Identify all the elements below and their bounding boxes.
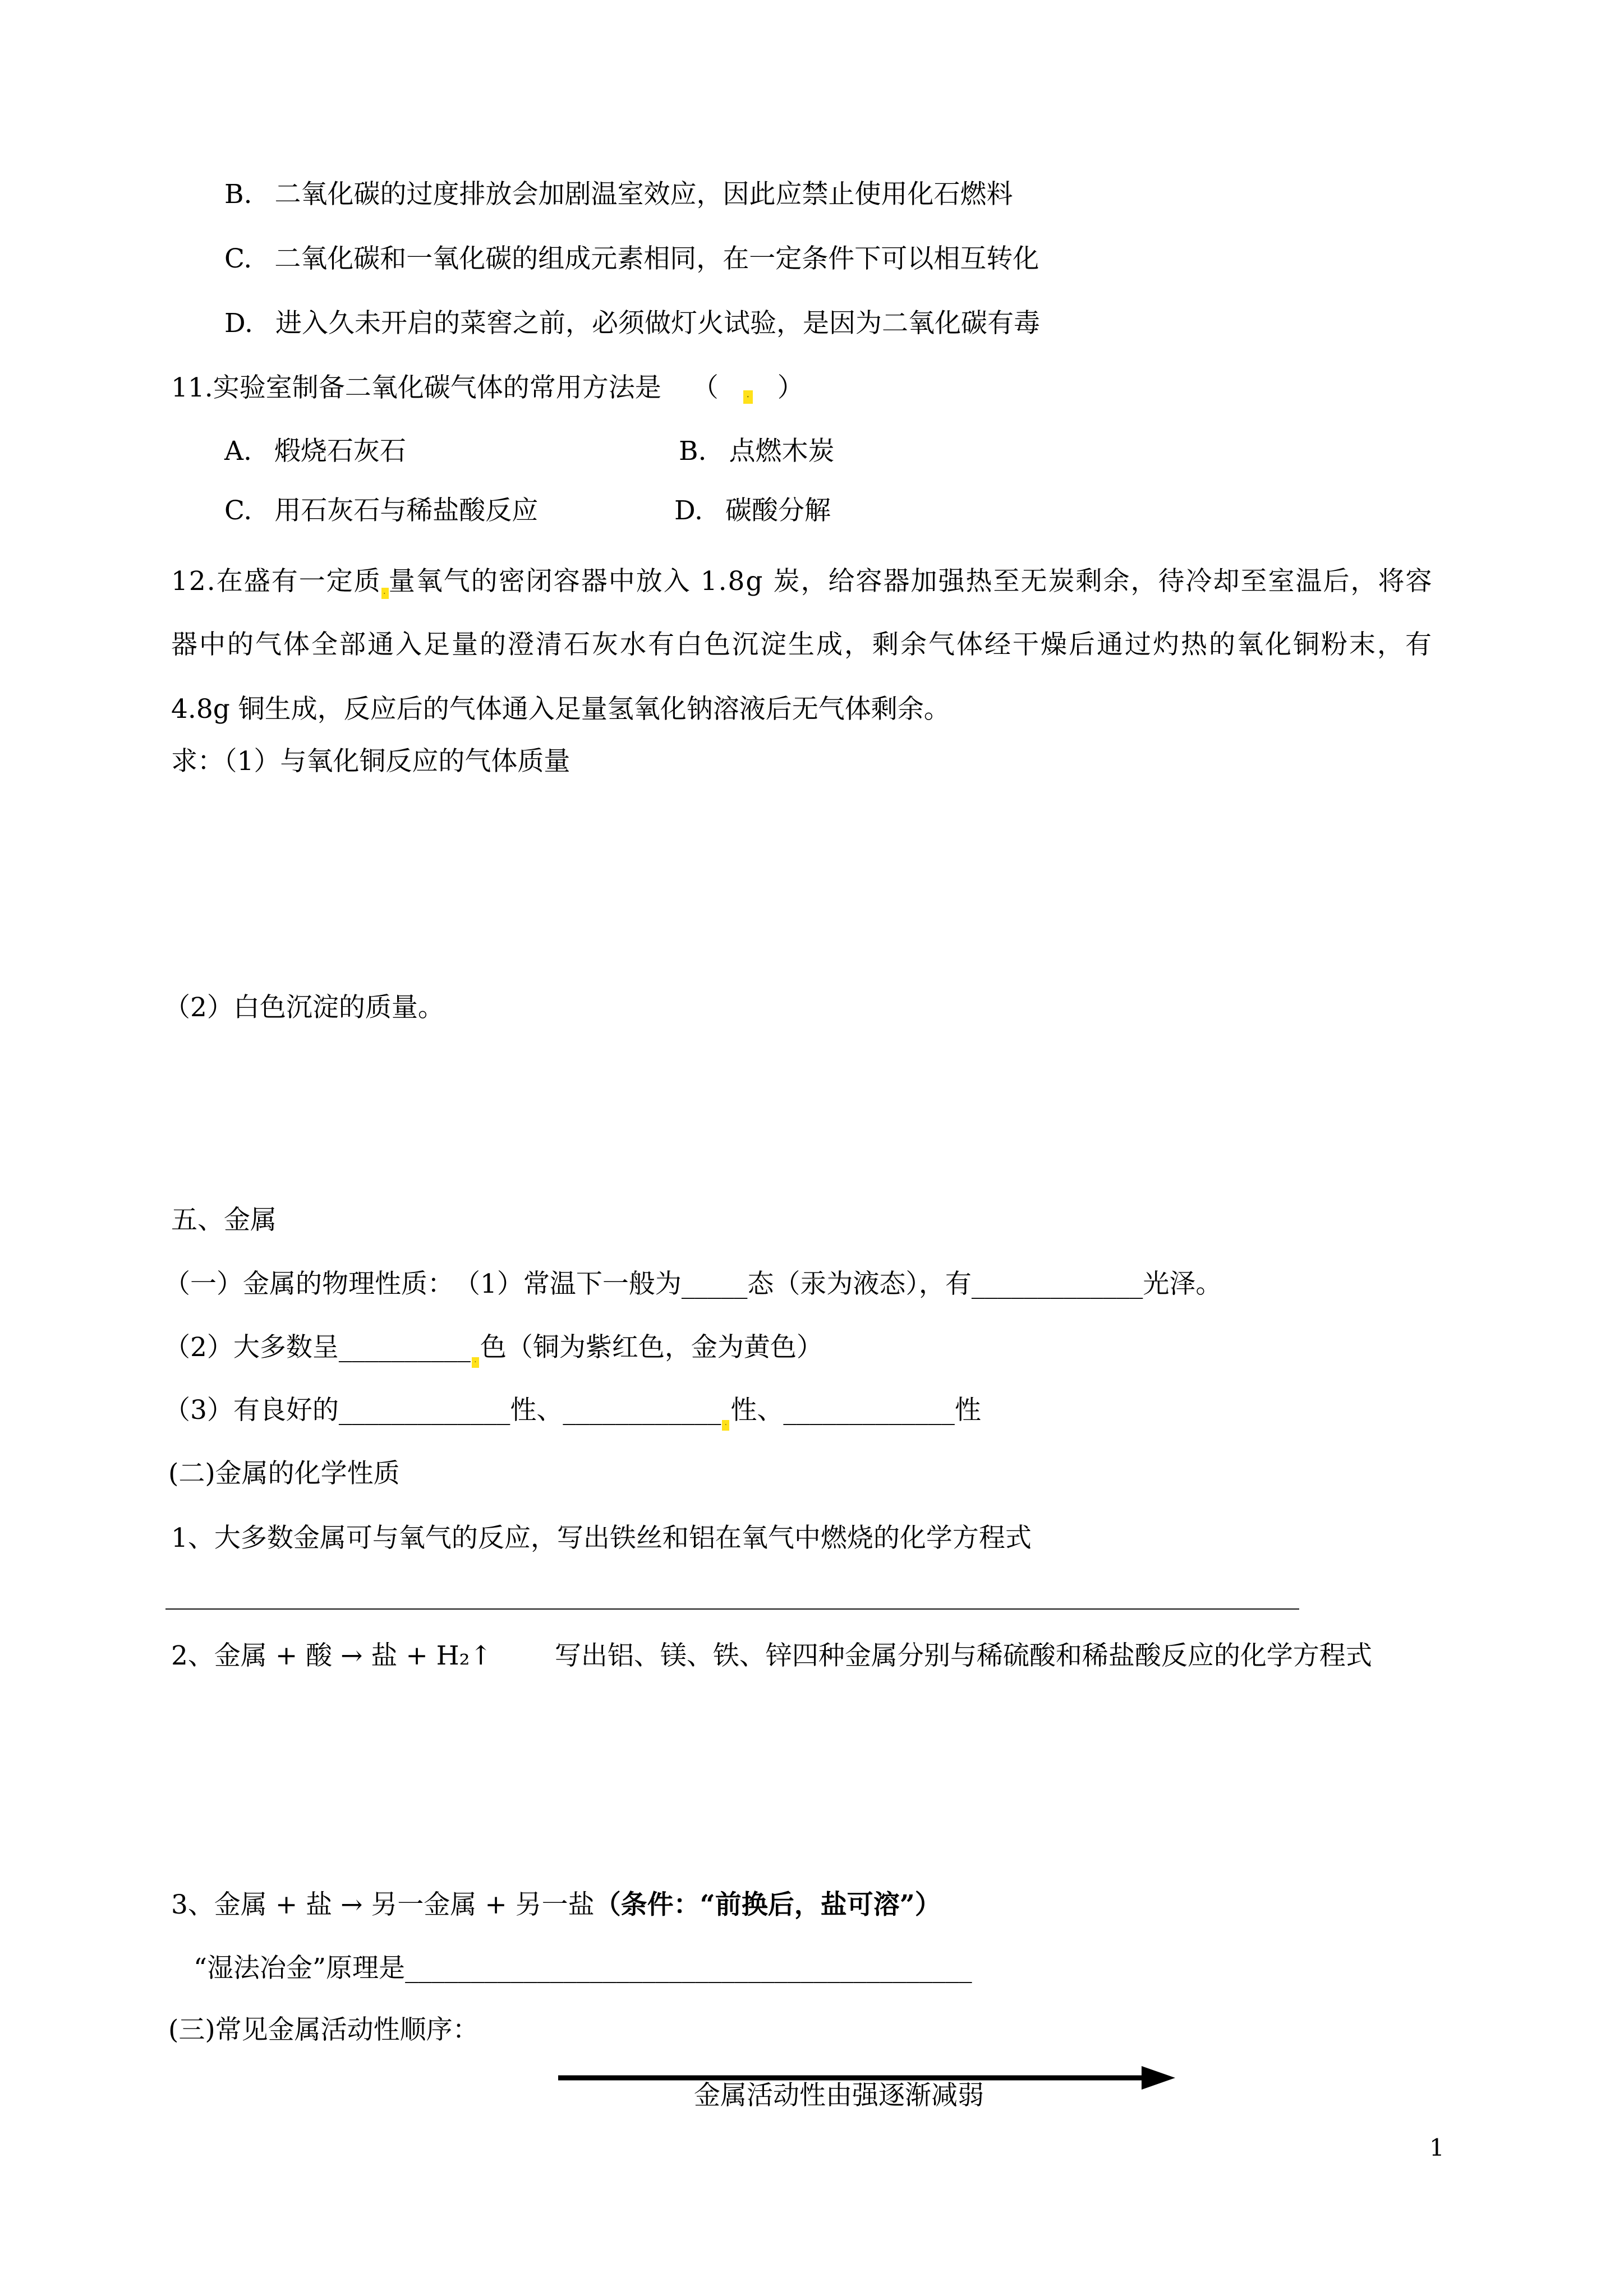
option-text: 点燃木炭 (729, 436, 835, 467)
option-label: B. (679, 436, 707, 467)
q12-line1-post: 量氧气的密闭容器中放入 1.8g 炭，给容器加强热至无炭剩余，待冷却至室温后，将容 (388, 566, 1433, 597)
q11-stem (171, 372, 804, 404)
option-text: 用石灰石与稀盐酸反应 (274, 495, 539, 526)
q11-option-a (224, 435, 406, 468)
option-text: 二氧化碳和一氧化碳的组成元素相同，在一定条件下可以相互转化 (274, 243, 1039, 274)
option-text: 碳酸分解 (725, 495, 831, 526)
q12-ask1: 求：（1）与氧化铜反应的气体质量 (171, 746, 571, 777)
metal-chem2 (171, 1640, 1372, 1672)
q12-line3: 4.8g 铜生成，反应后的气体通入足量氢氧化钠溶液后无气体剩余。 (171, 694, 950, 725)
metal-chem3-condition: （条件：“前换后，盐可溶”） (594, 1889, 941, 1920)
metal-physical-2-post: 色（铜为紫红色，金为黄色） (480, 1332, 823, 1363)
page-number: 1 (1429, 2134, 1444, 2161)
q11-option-b (679, 435, 834, 468)
q12-line2: 器中的气体全部通入足量的澄清石灰水有白色沉淀生成，剩余气体经干燥后通过灼热的氧化铜粉末，有 (171, 629, 1433, 660)
answer-paren-open: （ (692, 372, 719, 403)
highlight-mark-icon: · (722, 1420, 729, 1431)
highlight-mark-icon: · (743, 390, 753, 404)
q10-option-b (224, 178, 1013, 211)
answer-blank-line: ______________________________________________________________________________________ (165, 1579, 1299, 1610)
q11-option-c (224, 495, 538, 527)
q10-option-d (224, 307, 1040, 340)
metal-chem2-task: 写出铝、镁、铁、锌四种金属分别与稀硫酸和稀盐酸反应的化学方程式 (554, 1640, 1372, 1671)
highlight-mark-icon: · (381, 588, 389, 599)
hydrometallurgy-blank: ___________________________________________ (405, 1953, 972, 1984)
metal-chem3-formula: 3、金属 + 盐 → 另一金属 + 另一盐 (171, 1889, 595, 1920)
metal-physical-1: （一）金属的物理性质： （1）常温下一般为_____态（汞为液态），有_____________光泽。 (164, 1269, 1222, 1299)
q10-option-c (224, 243, 1039, 275)
metal-chem2-formula: 2、金属 + 酸 → 盐 + H₂↑ (171, 1640, 492, 1671)
option-label: C. (224, 243, 252, 274)
metal-physical-3-pre: （3）有良好的_____________性、____________ (164, 1395, 721, 1426)
hydrometallurgy-pre: “湿法冶金”原理是 (194, 1953, 406, 1984)
option-text: 进入久未开启的菜窖之前，必须做灯火试验，是因为二氧化碳有毒 (275, 308, 1040, 339)
highlight-mark-icon: · (472, 1357, 479, 1368)
activity-arrow-caption: 金属活动性由强逐渐减弱 (694, 2080, 984, 2111)
q11-option-d (674, 495, 831, 527)
answer-paren-close: ） (777, 372, 804, 403)
option-label: B. (224, 179, 252, 210)
option-label: D. (224, 308, 253, 339)
option-label: A. (224, 436, 252, 467)
q12-line1-pre: 12.在盛有一定质 (171, 566, 381, 597)
metal-chem3 (171, 1889, 941, 1921)
metal-physical-2-pre: （2）大多数呈__________ (164, 1332, 471, 1363)
option-text: 二氧化碳的过度排放会加剧温室效应，因此应禁止使用化石燃料 (274, 179, 1013, 210)
activity-series-title: (三)常见金属活动性顺序： (168, 2014, 479, 2045)
metal-physical-3 (164, 1394, 981, 1430)
option-label: C. (224, 495, 252, 526)
metal-physical-3-post: 性、_____________性 (730, 1395, 981, 1426)
q12-line1 (171, 565, 1433, 598)
option-label: D. (674, 495, 703, 526)
section-metal-title: 五、金属 (171, 1205, 277, 1235)
metal-chemical-title: (二)金属的化学性质 (168, 1458, 400, 1489)
hydrometallurgy-line (194, 1952, 972, 1985)
option-text: 煅烧石灰石 (274, 436, 406, 467)
metal-physical-2 (164, 1331, 823, 1367)
q12-ask2: （2）白色沉淀的质量。 (164, 992, 444, 1023)
metal-chem1: 1、大多数金属可与氧气的反应，写出铁丝和铝在氧气中燃烧的化学方程式 (171, 1523, 1032, 1553)
q11-stem-text: 11.实验室制备二氧化碳气体的常用方法是 (171, 372, 661, 403)
